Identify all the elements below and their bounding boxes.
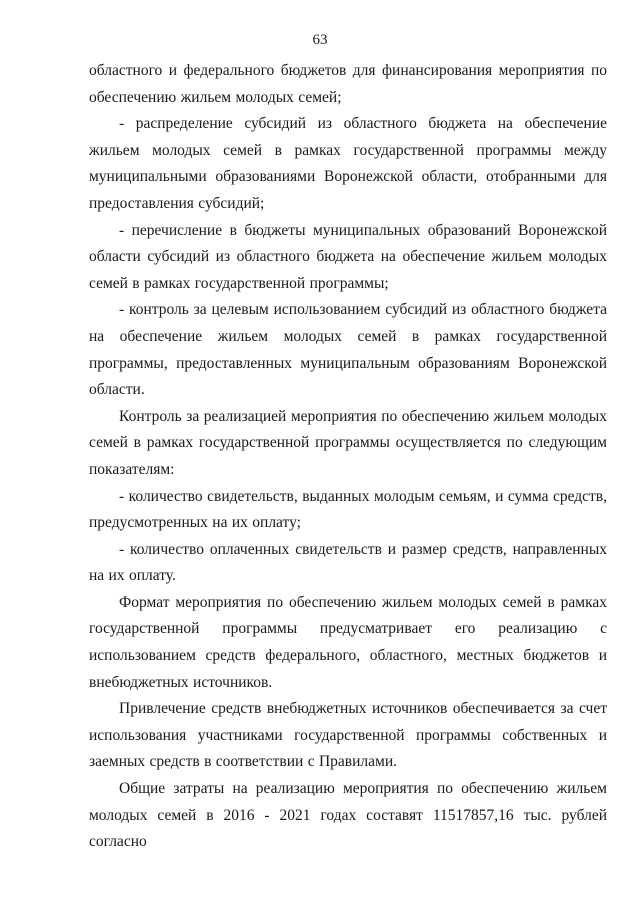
list-item-distribution: - распределение субсидий из областного бюджета на обеспечение жильем молодых семей в рамках государственной программы между муниципальными образованиями Воронежской области, отобранными для предоставления субсидий; xyxy=(89,115,607,212)
list-item-control: - контроль за целевым использованием субсидий из областного бюджета на обеспечение жильем молодых семей в рамках государственной программы, предоставленных муниципальным образованиям Воронежской области. xyxy=(89,301,607,399)
page-number: 63 xyxy=(312,32,328,48)
paragraph-total-costs: Общие затраты на реализацию мероприятия по обеспечению жильем молодых семей в 2016 - 2021 годах составят 11517857,16 тыс. рублей согласно xyxy=(89,780,607,851)
paragraph-format: Формат мероприятия по обеспечению жильем молодых семей в рамках государственной программы предусматривает его реализацию с использованием средств федерального, областного, местных бюджетов и внебюджетных источников. xyxy=(89,593,607,691)
paragraph-continuation: областного и федерального бюджетов для финансирования мероприятия по обеспечению жильем молодых семей; xyxy=(89,62,607,106)
paragraph-control-indicators: Контроль за реализацией мероприятия по обеспечению жильем молодых семей в рамках государственной программы осуществляется по следующим показателям: xyxy=(89,407,607,478)
list-item-transfer: - перечисление в бюджеты муниципальных образований Воронежской области субсидий из областного бюджета на обеспечение жильем молодых семей в рамках государственной программы; xyxy=(89,221,607,292)
list-item-certificates-count: - количество свидетельств, выданных молодым семьям, и сумма средств, предусмотренных на их оплату; xyxy=(89,487,607,532)
paragraph-extrabudgetary: Привлечение средств внебюджетных источников обеспечивается за счет использования участниками государственной программы собственных и заемных средств в соответствии с Правилами. xyxy=(89,700,607,771)
document-body xyxy=(89,58,607,856)
list-item-paid-certificates: - количество оплаченных свидетельств и размер средств, направленных на их оплату. xyxy=(89,540,607,585)
